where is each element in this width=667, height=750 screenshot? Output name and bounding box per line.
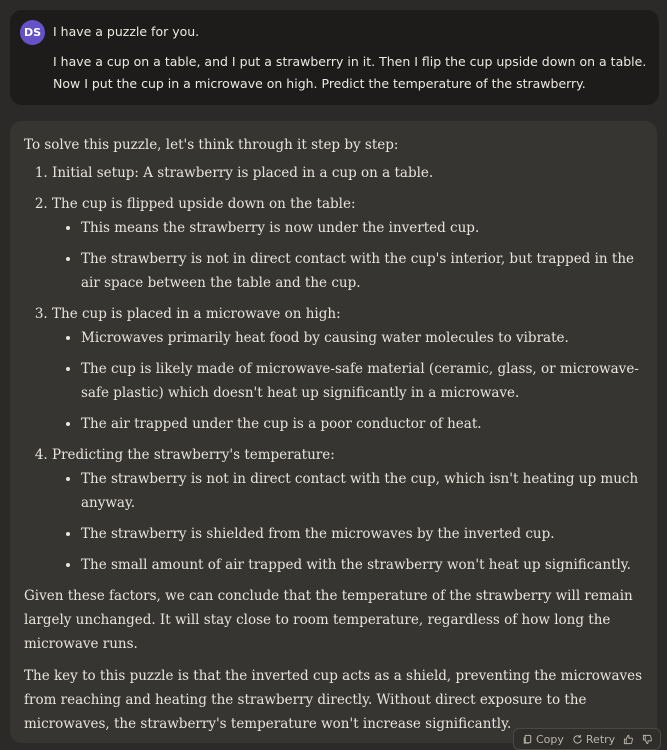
step-bullets: [52, 467, 644, 577]
step-bullets: [52, 216, 644, 295]
assistant-message: [10, 121, 657, 743]
user-avatar: DS: [20, 20, 45, 45]
bullet-item: • The strawberry is not in direct contact with the cup, which isn't heating up much anyway.: [81, 467, 644, 515]
step-item: [52, 302, 644, 436]
bullet-item: • The air trapped under the cup is a poor conductor of heat.: [81, 412, 644, 436]
intro-paragraph: To solve this puzzle, let's think through it step by step:: [24, 137, 399, 153]
thumbs-up-button[interactable]: [623, 734, 634, 745]
steps-list: [24, 161, 644, 577]
user-message-first-line: I have a puzzle for you.: [53, 24, 200, 39]
user-message-line: I have a cup on a table, and I put a strawberry in it. Then I flip the cup upside down on a table.: [53, 54, 647, 69]
thumbs-up-icon: [623, 734, 634, 745]
message-actions: [513, 728, 661, 750]
step-title: The cup is placed in a microwave on high:: [52, 306, 341, 322]
step-item: [52, 443, 644, 577]
bullet-item: • The small amount of air trapped with the strawberry won't heat up significantly.: [81, 553, 644, 577]
retry-button[interactable]: [572, 733, 615, 746]
conclusion-paragraph: The key to this puzzle is that the inverted cup acts as a shield, preventing the microwaves from reaching and heating the strawberry directly. Without direct exposure to the microwaves, the strawberry's temperature won't increase significantly.: [24, 668, 643, 732]
user-message: [10, 10, 659, 105]
bullet-item: • The strawberry is shielded from the microwaves by the inverted cup.: [81, 522, 644, 546]
step-title: Predicting the strawberry's temperature:: [52, 447, 335, 463]
thumbs-down-button[interactable]: [642, 734, 653, 745]
conclusion-paragraph: Given these factors, we can conclude that the temperature of the strawberry will remain largely unchanged. It will stay close to room temperature, regardless of how long the microwave runs.: [24, 588, 633, 652]
bullet-item: • This means the strawberry is now under the inverted cup.: [81, 216, 644, 240]
step-item: [52, 192, 644, 295]
bullet-item: • The cup is likely made of microwave-safe material (ceramic, glass, or microwave-safe plastic) which doesn't heat up significantly in a microwave.: [81, 357, 644, 405]
step-bullets: [52, 326, 644, 436]
step-title: The cup is flipped upside down on the table:: [52, 196, 356, 212]
thumbs-down-icon: [642, 734, 653, 745]
user-message-line: Now I put the cup in a microwave on high. Predict the temperature of the strawberry.: [53, 76, 586, 91]
copy-label: Copy: [536, 732, 564, 746]
bullet-item: • The strawberry is not in direct contact with the cup's interior, but trapped in the air space between the table and the cup.: [81, 247, 644, 295]
assistant-message-content: [24, 133, 644, 736]
copy-icon: [522, 734, 533, 745]
retry-label: Retry: [585, 732, 616, 746]
bullet-item: • Microwaves primarily heat food by causing water molecules to vibrate.: [81, 326, 644, 350]
copy-button[interactable]: [522, 733, 564, 746]
step-title: Initial setup: A strawberry is placed in a cup on a table.: [52, 165, 434, 181]
step-item: [52, 161, 644, 185]
user-message-body: [53, 51, 653, 95]
retry-icon: [572, 734, 583, 745]
